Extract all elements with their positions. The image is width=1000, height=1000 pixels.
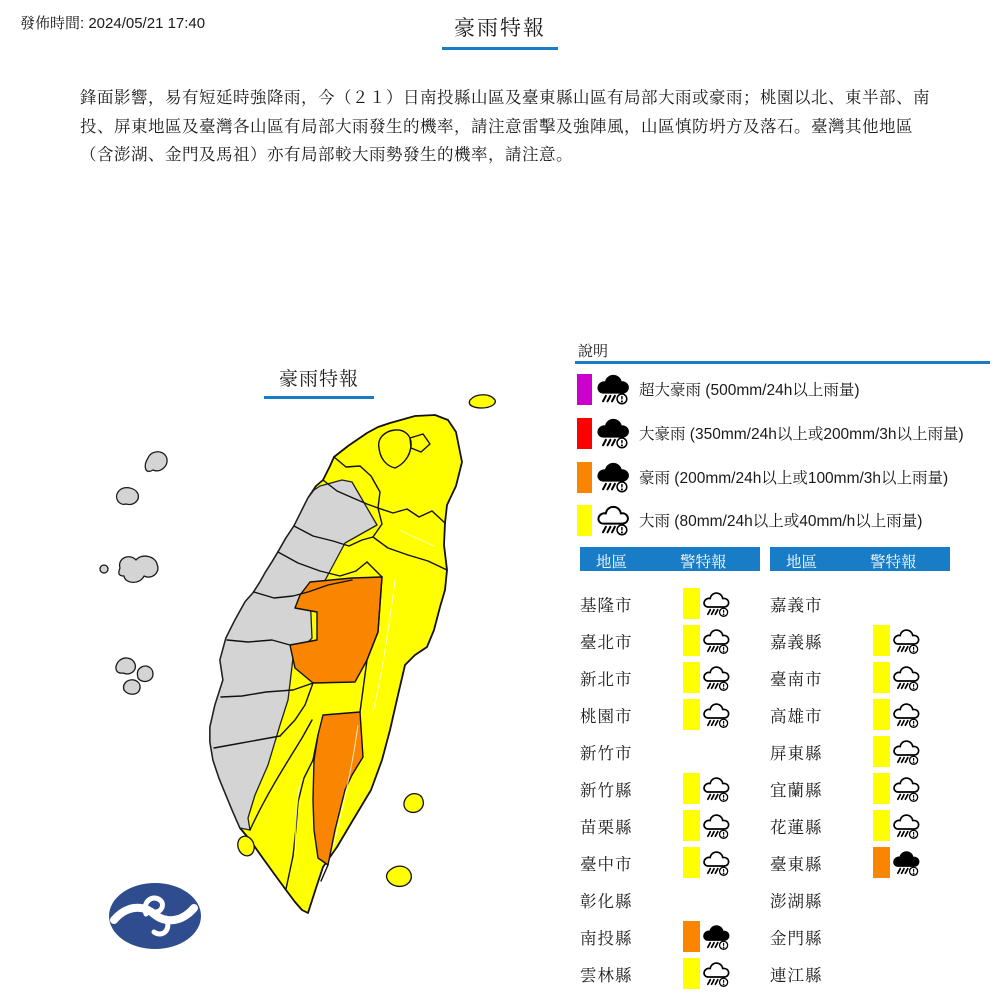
region-name: 臺東縣	[770, 855, 823, 874]
region-name: 嘉義市	[770, 596, 823, 615]
table-row	[580, 585, 760, 622]
storm-rain-cloud-icon	[596, 415, 632, 451]
cwa-logo	[109, 883, 201, 949]
rain-cloud-icon	[702, 848, 732, 878]
summary-text: 鋒面影響，易有短延時強降雨，今（２１）日南投縣山區及臺東縣山區有局部大雨或豪雨；桃園以北、東半部、南投、屏東地區及臺灣各山區有局部大雨發生的機率，請注意雷擊及強陣風，山區慎防坍方及落石。臺灣其他地區（含澎湖、金門及馬祖）亦有局部較大雨勢發生的機率，請注意。	[80, 89, 930, 164]
region-name: 臺南市	[770, 670, 823, 689]
region-name: 金門縣	[770, 929, 823, 948]
warning-badge	[683, 588, 745, 620]
page-title	[0, 12, 1000, 50]
warning-color-chip	[873, 625, 890, 656]
table-row	[770, 881, 950, 918]
storm-rain-cloud-icon	[702, 922, 732, 952]
table-row	[770, 955, 950, 992]
region-name: 宜蘭縣	[770, 781, 823, 800]
storm-rain-cloud-icon	[596, 371, 632, 407]
warning-badge	[873, 662, 935, 694]
region-name: 花蓮縣	[770, 818, 823, 837]
table-row	[580, 696, 760, 733]
table-row	[770, 733, 950, 770]
orchid-island	[387, 866, 412, 886]
region-name: 臺中市	[580, 855, 633, 874]
table-row	[770, 807, 950, 844]
extreme-torrential-rain-color-swatch	[577, 374, 592, 405]
table-row	[770, 659, 950, 696]
rain-color-swatch	[577, 505, 592, 536]
region-name: 新竹縣	[580, 781, 633, 800]
rain-cloud-icon	[892, 811, 922, 841]
table-row	[580, 844, 760, 881]
table-row	[580, 622, 760, 659]
rain-cloud-icon	[702, 774, 732, 804]
region-name: 雲林縣	[580, 966, 633, 985]
rain-cloud-icon	[702, 626, 732, 656]
region-name: 臺北市	[580, 633, 633, 652]
warning-badge	[873, 625, 935, 657]
region-name: 新北市	[580, 670, 633, 689]
warning-badge	[683, 958, 745, 990]
heavy-rain-color-swatch	[577, 462, 592, 493]
warning-badge	[683, 662, 745, 694]
rain-cloud-icon	[702, 811, 732, 841]
table-header	[770, 547, 950, 571]
table-row	[580, 770, 760, 807]
region-name: 苗栗縣	[580, 818, 633, 837]
region-name: 南投縣	[580, 929, 633, 948]
page-title-text: 豪雨特報	[442, 12, 558, 50]
table-row	[580, 881, 760, 918]
table-row	[770, 622, 950, 659]
region-name: 屏東縣	[770, 744, 823, 763]
legend-item-rain	[577, 501, 922, 539]
warning-color-chip	[873, 847, 890, 878]
warning-color-chip	[873, 662, 890, 693]
legend-item-label: 豪雨 (200mm/24h以上或100mm/3h以上雨量)	[639, 470, 949, 487]
table-row	[580, 733, 760, 770]
warning-color-chip	[683, 847, 700, 878]
legend-item-label: 大雨 (80mm/24h以上或40mm/h以上雨量)	[639, 513, 923, 530]
warning-color-chip	[683, 958, 700, 989]
table-row	[580, 955, 760, 992]
region-name: 連江縣	[770, 966, 823, 985]
warning-table-west	[580, 547, 760, 985]
warning-color-chip	[683, 588, 700, 619]
warning-color-chip	[873, 810, 890, 841]
rain-cloud-icon	[596, 502, 632, 538]
rain-cloud-icon	[892, 737, 922, 767]
region-name: 新竹市	[580, 744, 633, 763]
map-title: 豪雨特報	[264, 364, 374, 399]
legend-item-label: 大豪雨 (350mm/24h以上或200mm/3h以上雨量)	[639, 426, 964, 443]
warning-badge	[683, 847, 745, 879]
rain-cloud-icon	[702, 700, 732, 730]
column-header-region: 地區	[786, 554, 818, 571]
warning-color-chip	[683, 662, 700, 693]
warning-badge	[683, 699, 745, 731]
rain-cloud-icon	[702, 589, 732, 619]
table-header	[580, 547, 760, 571]
warning-badge	[873, 736, 935, 768]
legend-item-label: 超大豪雨 (500mm/24h以上雨量)	[639, 382, 860, 399]
warning-color-chip	[873, 773, 890, 804]
warning-table-east	[770, 547, 950, 985]
rain-cloud-icon	[892, 700, 922, 730]
penghu-islands	[100, 452, 167, 695]
warning-color-chip	[873, 736, 890, 767]
region-name: 澎湖縣	[770, 892, 823, 911]
table-row	[580, 659, 760, 696]
legend-item-torrential-rain	[577, 414, 964, 452]
warning-color-chip	[873, 699, 890, 730]
region-name: 桃園市	[580, 707, 633, 726]
taiwan-warning-map	[90, 340, 560, 1000]
warning-badge	[873, 699, 935, 731]
table-row	[770, 918, 950, 955]
legend-title: 說明	[578, 343, 609, 360]
warning-badge	[683, 625, 745, 657]
legend-item-extreme-torrential-rain	[577, 370, 859, 408]
region-name: 高雄市	[770, 707, 823, 726]
table-row	[770, 844, 950, 881]
warning-badge	[683, 810, 745, 842]
region-name: 基隆市	[580, 596, 633, 615]
guishan-island	[469, 395, 495, 408]
warning-color-chip	[683, 773, 700, 804]
table-row	[580, 807, 760, 844]
rain-cloud-icon	[702, 663, 732, 693]
warning-color-chip	[683, 810, 700, 841]
table-row	[770, 696, 950, 733]
warning-badge	[873, 773, 935, 805]
region-name: 嘉義縣	[770, 633, 823, 652]
column-header-region: 地區	[596, 554, 628, 571]
publish-time: 發佈時間: 2024/05/21 17:40	[20, 15, 206, 32]
column-header-warning: 警特報	[870, 554, 917, 571]
table-row	[580, 918, 760, 955]
rain-cloud-icon	[892, 663, 922, 693]
legend-divider	[575, 361, 990, 364]
warning-badge	[683, 773, 745, 805]
warning-badge	[683, 921, 745, 953]
region-name: 彰化縣	[580, 892, 633, 911]
storm-rain-cloud-icon	[892, 848, 922, 878]
torrential-rain-color-swatch	[577, 418, 592, 449]
warning-color-chip	[683, 625, 700, 656]
storm-rain-cloud-icon	[596, 459, 632, 495]
rain-cloud-icon	[892, 774, 922, 804]
rain-cloud-icon	[892, 626, 922, 656]
warning-badge	[873, 810, 935, 842]
warning-badge	[873, 847, 935, 879]
warning-color-chip	[683, 921, 700, 952]
legend-item-heavy-rain	[577, 458, 948, 496]
column-header-warning: 警特報	[680, 554, 727, 571]
table-row	[770, 585, 950, 622]
green-island	[404, 794, 423, 813]
rain-cloud-icon	[702, 959, 732, 989]
table-row	[770, 770, 950, 807]
warning-color-chip	[683, 699, 700, 730]
